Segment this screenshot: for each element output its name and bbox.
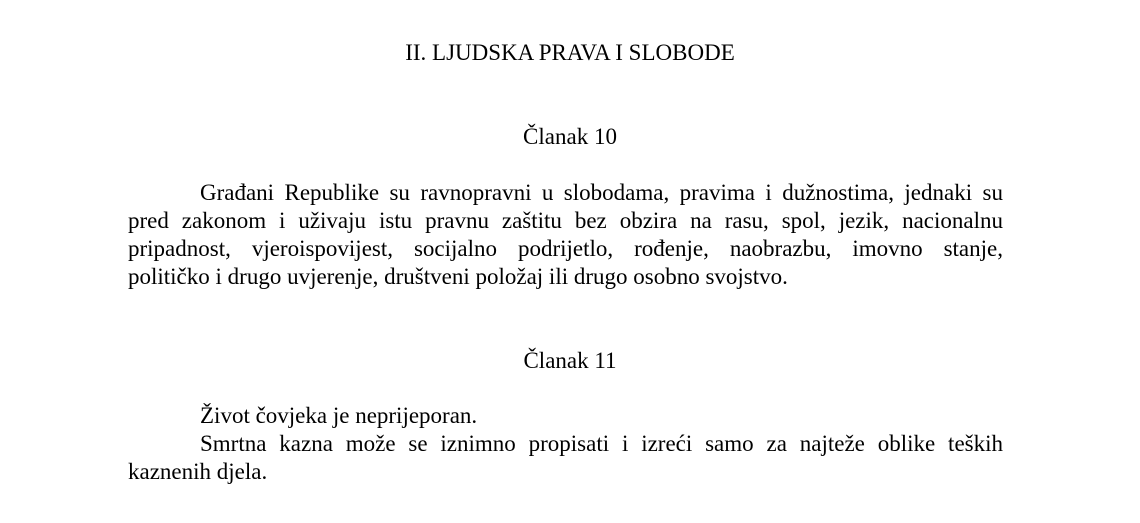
article-11-line-2: Smrtna kazna može se iznimno propisati i izreći samo za najteže oblike teških xyxy=(200,431,1003,456)
section-title: II. LJUDSKA PRAVA I SLOBODE xyxy=(405,40,735,65)
article-10-body xyxy=(128,179,1003,291)
article-11-line-1: Život čovjeka je neprijeporan. xyxy=(200,403,478,428)
article-11-title: Članak 11 xyxy=(523,348,617,373)
article-10-title: Članak 10 xyxy=(523,124,617,149)
article-11-line-3: kaznenih djela. xyxy=(128,459,268,484)
article-10-line-4: političko i drugo uvjerenje, društveni položaj ili drugo osobno svojstvo. xyxy=(128,264,788,289)
article-10-line-1: Građani Republike su ravnopravni u slobodama, pravima i dužnostima, jednaki su xyxy=(200,180,1003,205)
article-11-body xyxy=(128,402,1003,486)
article-10-line-3: pripadnost, vjeroispovijest, socijalno podrijetlo, rođenje, naobrazbu, imovno stanje, xyxy=(128,236,1003,261)
article-10-line-2: pred zakonom i uživaju istu pravnu zaštitu bez obzira na rasu, spol, jezik, nacionalnu xyxy=(128,208,1003,233)
